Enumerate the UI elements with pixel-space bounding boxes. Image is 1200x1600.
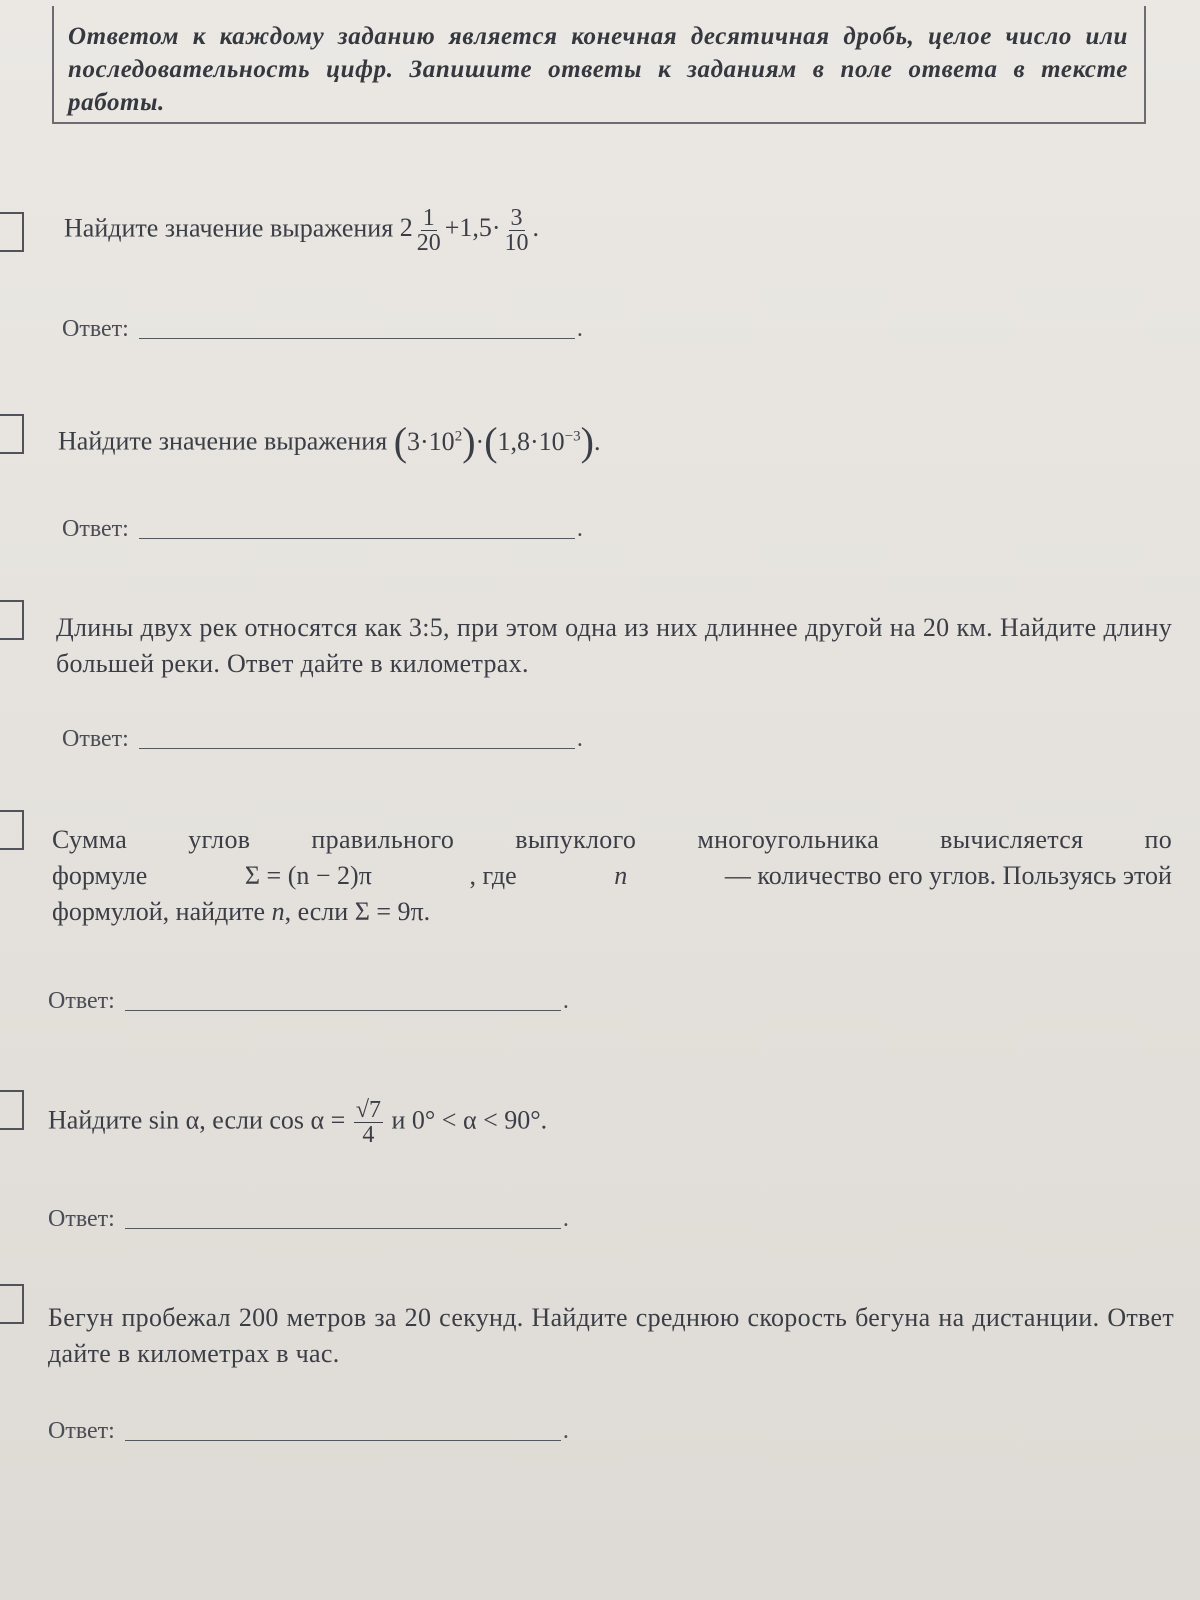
task-3-text: Длины двух рек относятся как 3:5, при этом одна из них длиннее другой на 20 км. Найдите длину большей реки. Ответ дайте в километрах. bbox=[56, 613, 1172, 678]
text-if: , если bbox=[284, 897, 349, 926]
answer-field-1 bbox=[62, 316, 583, 343]
task-number-box bbox=[0, 1090, 24, 1130]
task-1-expression bbox=[399, 205, 540, 256]
text-end: . bbox=[540, 1105, 548, 1135]
answer-dot: . bbox=[576, 726, 583, 752]
answer-field-5 bbox=[48, 1206, 569, 1233]
answer-field-4 bbox=[48, 988, 569, 1015]
task-4-line-1: Сумма углов правильного выпуклого многоугольника вычисляется по bbox=[52, 825, 1172, 854]
exp-a: 2 bbox=[454, 428, 463, 444]
text-find: формулой, найдите bbox=[52, 897, 266, 926]
paren: ) bbox=[580, 418, 594, 464]
instruction-box bbox=[52, 6, 1146, 124]
task-number-box bbox=[0, 212, 24, 252]
fraction-1-den: 20 bbox=[416, 230, 441, 256]
instruction-text: Ответом к каждому заданию является конечная десятичная дробь, целое число или последовательность цифр. Запишите ответы к заданиям в поле ответа в тексте работы. bbox=[68, 23, 1128, 116]
task-5-prefix: Найдите bbox=[48, 1105, 143, 1135]
task-5-text bbox=[48, 1098, 547, 1147]
task-4-text bbox=[52, 822, 1172, 930]
answer-label: Ответ: bbox=[48, 1206, 115, 1232]
factor-a: 3·10 bbox=[407, 426, 455, 456]
paren: ( bbox=[393, 418, 408, 464]
answer-label: Ответ: bbox=[62, 726, 129, 752]
variable-n: n bbox=[271, 897, 285, 926]
answer-label: Ответ: bbox=[62, 316, 129, 342]
task-6-text: Бегун пробежал 200 метров за 20 секунд. Найдите среднюю скорость бегуна на дистанции. Ответ дайте в километрах в час. bbox=[48, 1303, 1174, 1368]
fraction-num: √7 bbox=[355, 1097, 381, 1123]
text-formula-word: формуле bbox=[52, 861, 148, 890]
answer-line[interactable] bbox=[125, 1206, 561, 1229]
angle-condition: и 0° < α < 90° bbox=[391, 1105, 541, 1135]
answer-field-3 bbox=[62, 726, 583, 753]
text-if: , если bbox=[199, 1105, 263, 1135]
expr-end: . bbox=[532, 213, 540, 243]
fraction-den: 4 bbox=[362, 1122, 375, 1148]
task-4-line-2 bbox=[52, 858, 1172, 894]
answer-dot: . bbox=[576, 516, 583, 542]
task-2-text bbox=[58, 418, 601, 464]
task-number-box bbox=[0, 600, 24, 640]
fraction-2-num: 3 bbox=[510, 205, 523, 231]
answer-line[interactable] bbox=[139, 726, 575, 749]
task-2-prefix: Найдите значение выражения bbox=[58, 426, 388, 456]
mixed-whole: 2 bbox=[399, 213, 413, 243]
task-1-prefix: Найдите значение выражения bbox=[64, 213, 394, 243]
answer-label: Ответ: bbox=[62, 516, 129, 542]
answer-dot: . bbox=[562, 988, 569, 1014]
task-2-expression bbox=[393, 418, 601, 464]
answer-line[interactable] bbox=[125, 988, 561, 1011]
answer-label: Ответ: bbox=[48, 1418, 115, 1444]
answer-line[interactable] bbox=[139, 316, 575, 339]
formula-sum-angles: Σ = (n − 2)π bbox=[244, 861, 372, 890]
answer-dot: . bbox=[562, 1206, 569, 1232]
task-number-box bbox=[0, 414, 24, 454]
cos-alpha: cos α = bbox=[269, 1105, 346, 1135]
fraction-1-num: 1 bbox=[422, 205, 435, 231]
answer-field-6 bbox=[48, 1418, 569, 1445]
paren: ) bbox=[462, 418, 476, 464]
paren: ( bbox=[484, 418, 498, 464]
mult-dot: · bbox=[475, 426, 485, 456]
expr-middle: +1,5· bbox=[444, 213, 501, 243]
answer-line[interactable] bbox=[139, 516, 575, 539]
fraction-2 bbox=[503, 206, 531, 255]
exp-b: −3 bbox=[564, 428, 581, 444]
answer-dot: . bbox=[576, 316, 583, 342]
expr-end: . bbox=[593, 426, 601, 456]
answer-label: Ответ: bbox=[48, 988, 115, 1014]
task-number-box bbox=[0, 1284, 24, 1324]
sin-alpha: sin α bbox=[148, 1105, 200, 1135]
variable-n: n bbox=[614, 861, 628, 890]
answer-dot: . bbox=[562, 1418, 569, 1444]
task-number-box bbox=[0, 810, 24, 850]
task-4-line-3 bbox=[52, 894, 1172, 930]
text-where: , где bbox=[469, 861, 517, 890]
formula-condition: Σ = 9π bbox=[354, 897, 424, 926]
task-1-text bbox=[64, 206, 539, 255]
text-angle-count: — количество его углов. Пользуясь этой bbox=[724, 861, 1172, 890]
factor-b: 1,8·10 bbox=[497, 426, 565, 456]
fraction-1 bbox=[415, 206, 443, 255]
answer-line[interactable] bbox=[125, 1418, 561, 1441]
fraction-2-den: 10 bbox=[504, 230, 529, 256]
text-end: . bbox=[423, 897, 431, 926]
answer-field-2 bbox=[62, 516, 583, 543]
fraction-root7-over-4 bbox=[354, 1098, 383, 1147]
